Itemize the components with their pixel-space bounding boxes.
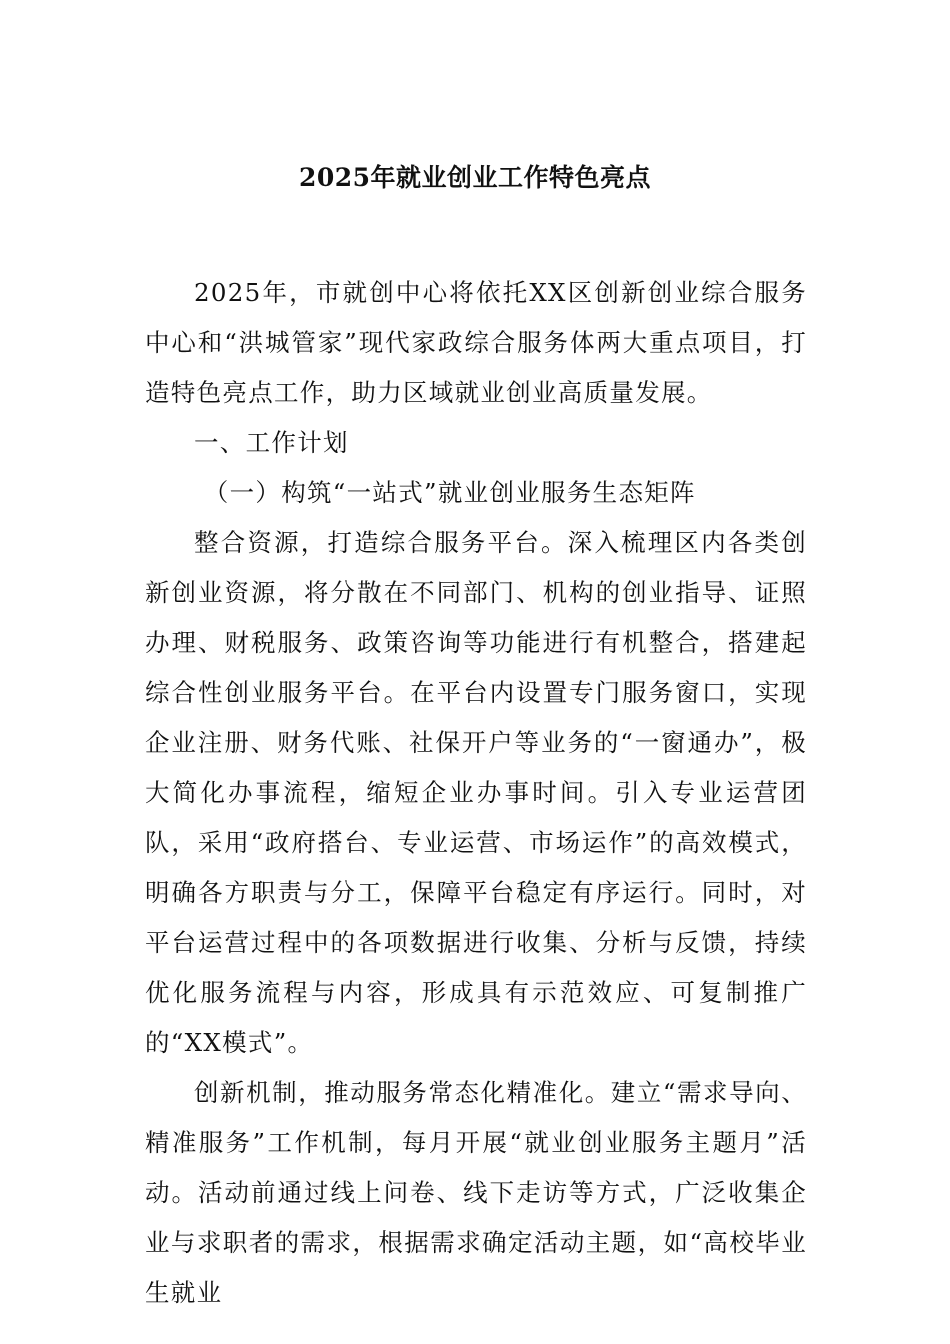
- subsection-heading: （一）构筑“一站式”就业创业服务生态矩阵: [203, 478, 696, 507]
- body-paragraph: 整合资源，打造综合服务平台。深入梳理区内各类创新创业资源，将分散在不同部门、机构的创业指导、证照办理、财税服务、政策咨询等功能进行有机整合，搭建起综合性创业服务平台。在平台内设置专门服务窗口，实现企业注册、财务代账、社保开户等业务的“一窗通办”，极大简化办事流程，缩短企业办事时间。引入专业运营团队，采用“政府搭台、专业运营、市场运作”的高效模式，明确各方职责与分工，保障平台稳定有序运行。同时，对平台运营过程中的各项数据进行收集、分析与反馈，持续优化服务流程与内容，形成具有示范效应、可复制推广的“XX模式”。: [145, 528, 807, 1057]
- document-title: 2025年就业创业工作特色亮点: [298, 163, 652, 192]
- document-body: [145, 268, 807, 1318]
- body-paragraph: 创新机制，推动服务常态化精准化。建立“需求导向、精准服务”工作机制，每月开展“就业创业服务主题月”活动。活动前通过线上问卷、线下走访等方式，广泛收集企业与求职者的需求，根据需求确定活动主题，如“高校毕业生就业: [145, 1078, 807, 1307]
- intro-paragraph: 2025年，市就创中心将依托XX区创新创业综合服务中心和“洪城管家”现代家政综合服务体两大重点项目，打造特色亮点工作，助力区域就业创业高质量发展。: [145, 278, 807, 407]
- section-heading: 一、工作计划: [194, 428, 349, 457]
